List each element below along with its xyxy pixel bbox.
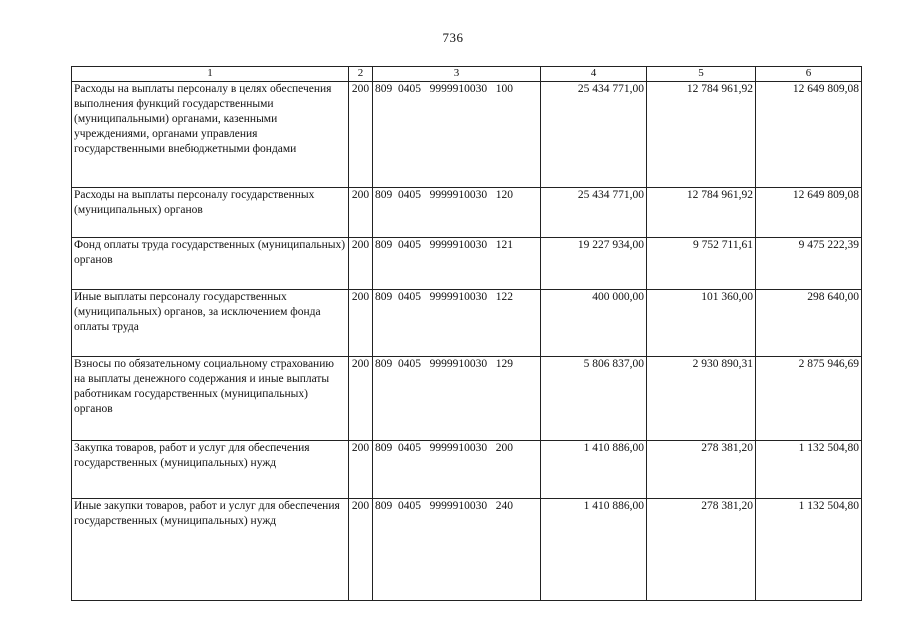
row-name: Взносы по обязательному социальному страхованию на выплаты денежного содержания и иные выплаты работникам государственных (муниципальных) органов	[72, 357, 349, 441]
table-header-row	[72, 67, 862, 82]
row-name: Закупка товаров, работ и услуг для обеспечения государственных (муниципальных) нужд	[72, 441, 349, 499]
row-col6: 9 475 222,39	[756, 238, 862, 290]
row-col5: 278 381,20	[647, 499, 756, 601]
row-col5: 2 930 890,31	[647, 357, 756, 441]
row-classification: 809 0405 9999910030 100	[373, 82, 541, 188]
row-code: 200	[349, 290, 373, 357]
row-classification: 809 0405 9999910030 129	[373, 357, 541, 441]
row-classification: 809 0405 9999910030 240	[373, 499, 541, 601]
budget-table	[71, 66, 862, 601]
row-col6: 1 132 504,80	[756, 441, 862, 499]
row-name: Расходы на выплаты персоналу государственных (муниципальных) органов	[72, 188, 349, 238]
table-row	[72, 82, 862, 188]
row-col6: 2 875 946,69	[756, 357, 862, 441]
row-col4: 400 000,00	[541, 290, 647, 357]
row-classification: 809 0405 9999910030 122	[373, 290, 541, 357]
row-col4: 1 410 886,00	[541, 499, 647, 601]
row-col6: 12 649 809,08	[756, 188, 862, 238]
row-col4: 25 434 771,00	[541, 188, 647, 238]
row-col5: 12 784 961,92	[647, 82, 756, 188]
header-col-5: 5	[647, 67, 756, 82]
row-col5: 278 381,20	[647, 441, 756, 499]
row-classification: 809 0405 9999910030 121	[373, 238, 541, 290]
header-col-1: 1	[72, 67, 349, 82]
row-name: Расходы на выплаты персоналу в целях обеспечения выполнения функций государственными (муниципальными) органами, казенными учреждениями, органами управления государственными внебюджетными фондами	[72, 82, 349, 188]
page-number: 736	[442, 30, 464, 45]
table-row	[72, 290, 862, 357]
row-code: 200	[349, 238, 373, 290]
row-code: 200	[349, 499, 373, 601]
row-name: Иные закупки товаров, работ и услуг для обеспечения государственных (муниципальных) нужд	[72, 499, 349, 601]
header-col-3: 3	[373, 67, 541, 82]
row-name: Фонд оплаты труда государственных (муниципальных) органов	[72, 238, 349, 290]
row-col4: 25 434 771,00	[541, 82, 647, 188]
header-col-6: 6	[756, 67, 862, 82]
row-col4: 1 410 886,00	[541, 441, 647, 499]
row-classification: 809 0405 9999910030 200	[373, 441, 541, 499]
row-code: 200	[349, 357, 373, 441]
row-col4: 5 806 837,00	[541, 357, 647, 441]
table-row	[72, 238, 862, 290]
header-col-2: 2	[349, 67, 373, 82]
row-code: 200	[349, 441, 373, 499]
row-code: 200	[349, 188, 373, 238]
table-row	[72, 188, 862, 238]
row-col5: 12 784 961,92	[647, 188, 756, 238]
table-row	[72, 499, 862, 601]
row-col6: 298 640,00	[756, 290, 862, 357]
row-col6: 12 649 809,08	[756, 82, 862, 188]
table-row	[72, 357, 862, 441]
row-col6: 1 132 504,80	[756, 499, 862, 601]
row-col5: 9 752 711,61	[647, 238, 756, 290]
header-col-4: 4	[541, 67, 647, 82]
row-classification: 809 0405 9999910030 120	[373, 188, 541, 238]
table-row	[72, 441, 862, 499]
row-col5: 101 360,00	[647, 290, 756, 357]
row-code: 200	[349, 82, 373, 188]
row-col4: 19 227 934,00	[541, 238, 647, 290]
row-name: Иные выплаты персоналу государственных (муниципальных) органов, за исключением фонда оплаты труда	[72, 290, 349, 357]
